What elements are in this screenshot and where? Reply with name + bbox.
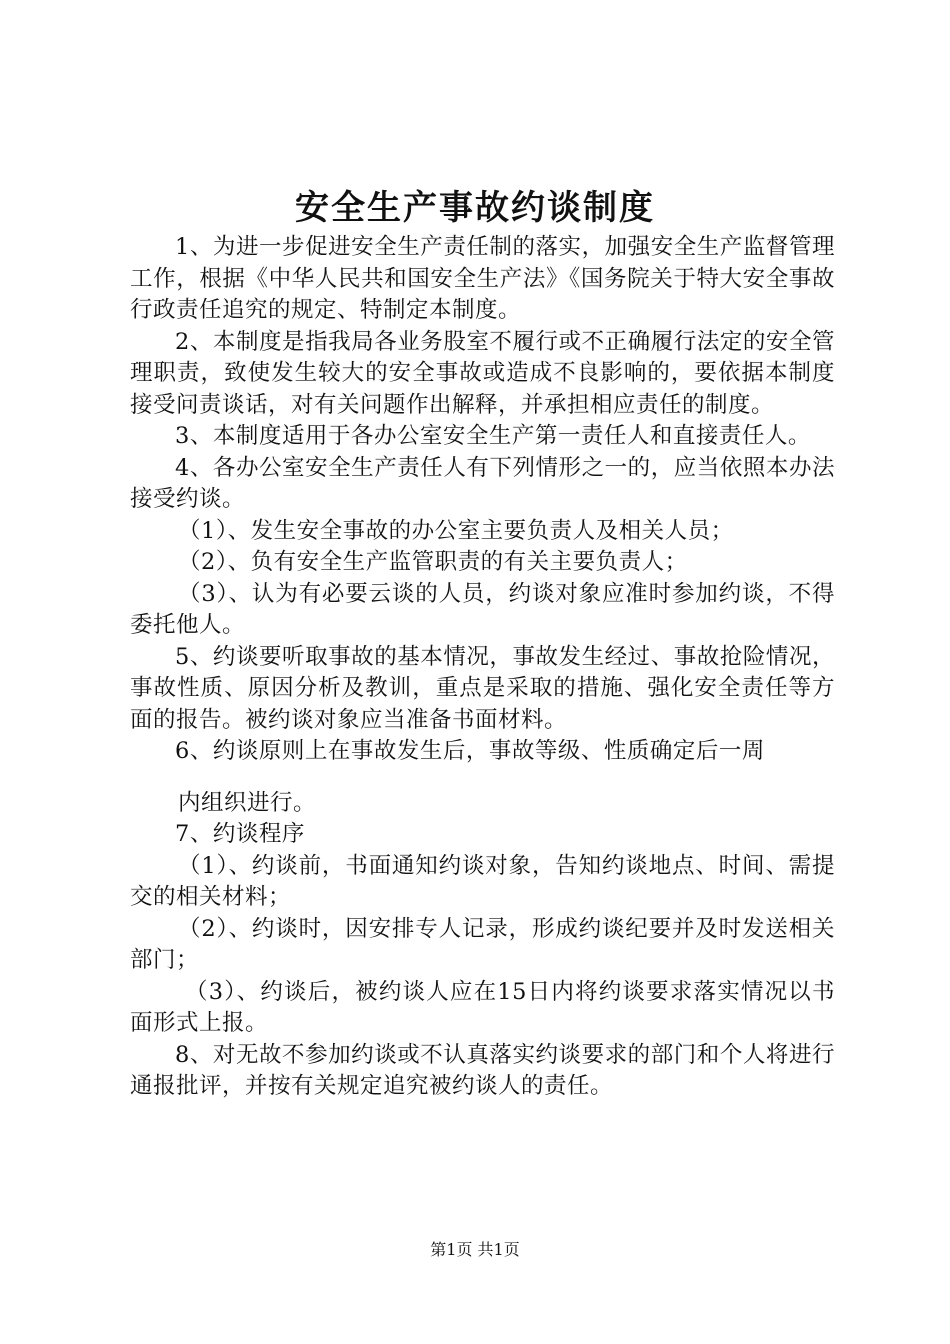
paragraph-7-item-2: （2）、约谈时，因安排专人记录，形成约谈纪要并及时发送相关部门；: [130, 915, 835, 973]
paragraph-4-item-3: （3）、认为有必要云谈的人员，约谈对象应准时参加约谈，不得委托他人。: [130, 580, 835, 638]
paragraph-7: 7、约谈程序: [175, 821, 305, 847]
paragraph-8: 8、对无故不参加约谈或不认真落实约谈要求的部门和个人将进行通报批评，并按有关规定追究被约谈人的责任。: [130, 1041, 835, 1099]
document-title: 安全生产事故约谈制度: [295, 188, 655, 228]
paragraph-5: 5、约谈要听取事故的基本情况，事故发生经过、事故抢险情况，事故性质、原因分析及教训，重点是采取的措施、强化安全责任等方面的报告。被约谈对象应当准备书面材料。: [130, 643, 835, 733]
paragraph-7-item-3: （3）、约谈后，被约谈人应在15日内将约谈要求落实情况以书面形式上报。: [130, 978, 835, 1036]
paragraph-3: 3、本制度适用于各办公室安全生产第一责任人和直接责任人。: [175, 423, 811, 449]
paragraph-1: 1、为进一步促进安全生产责任制的落实，加强安全生产监督管理工作，根据《中华人民共和国安全生产法》《国务院关于特大安全事故行政责任追究的规定、特制定本制度。: [130, 234, 835, 323]
page-footer: 第1页 共1页: [430, 1240, 520, 1259]
paragraph-2: 2、本制度是指我局各业务股室不履行或不正确履行法定的安全管理职责，致使发生较大的安全事故或造成不良影响的，要依据本制度接受问责谈话，对有关问题作出解释，并承担相应责任的制度。: [130, 328, 835, 418]
paragraph-6: 6、约谈原则上在事故发生后，事故等级、性质确定后一周: [175, 738, 765, 764]
paragraph-4-item-2: （2）、负有安全生产监管职责的有关主要负责人；: [178, 549, 688, 575]
document-body: [130, 232, 835, 1103]
paragraph-6-continued: 内组织进行。: [178, 789, 317, 816]
paragraph-4: 4、各办公室安全生产责任人有下列情形之一的，应当依照本办法接受约谈。: [130, 454, 835, 512]
paragraph-7-item-1: （1）、约谈前，书面通知约谈对象，告知约谈地点、时间、需提交的相关材料；: [130, 852, 835, 910]
paragraph-4-item-1: （1）、发生安全事故的办公室主要负责人及相关人员；: [178, 517, 734, 544]
